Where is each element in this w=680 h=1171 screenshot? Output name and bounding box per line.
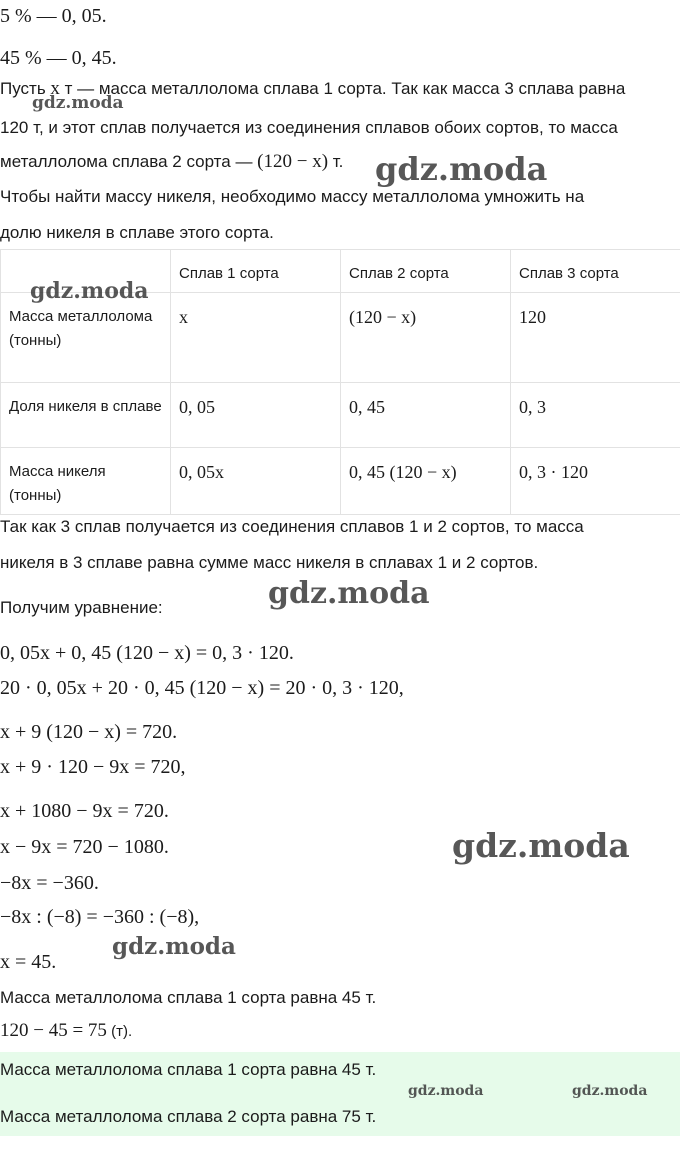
percent-line-2: 45 % — 0, 45. bbox=[0, 47, 117, 69]
para1-line1: Пусть x т — масса металлолома сплава 1 сорта. Так как масса 3 сплава равна bbox=[0, 78, 626, 99]
row-label: Масса металлолома (тонны) bbox=[1, 293, 171, 383]
watermark: gdz.moda bbox=[32, 93, 124, 113]
equation-line: x − 9x = 720 − 1080. bbox=[0, 836, 169, 858]
table-cell: x bbox=[171, 293, 341, 383]
row-label: Доля никеля в сплаве bbox=[1, 383, 171, 448]
para1-line3: металлолома сплава 2 сорта — (120 − x) т. bbox=[0, 151, 344, 172]
equation-line: 20 · 0, 05x + 20 · 0, 45 (120 − x) = 20 · 0, 3 · 120, bbox=[0, 677, 404, 699]
table-cell: 0, 05 bbox=[171, 383, 341, 448]
equation-line: −8x : (−8) = −360 : (−8), bbox=[0, 906, 200, 928]
table-row bbox=[1, 293, 680, 383]
table-cell: (120 − x) bbox=[341, 293, 511, 383]
watermark: gdz.moda bbox=[375, 150, 548, 188]
watermark: gdz.moda bbox=[268, 576, 430, 611]
table-row bbox=[1, 448, 680, 515]
equation-line: x + 9 · 120 − 9x = 720, bbox=[0, 756, 186, 778]
answer-line2: Масса металлолома сплава 2 сорта равна 75 т. bbox=[0, 1107, 377, 1126]
table-row bbox=[1, 383, 680, 448]
table-header-cell: Сплав 3 сорта bbox=[511, 250, 680, 293]
table-cell: 120 bbox=[511, 293, 680, 383]
percent-line-1: 5 % — 0, 05. bbox=[0, 5, 107, 27]
conclusion-line2: 120 − 45 = 75 (т). bbox=[0, 1020, 133, 1041]
row-label: Масса никеля (тонны) bbox=[1, 448, 171, 515]
table-cell: 0, 3 · 120 bbox=[511, 448, 680, 515]
equation-line: x = 45. bbox=[0, 951, 57, 973]
equation-line: x + 1080 − 9x = 720. bbox=[0, 800, 169, 822]
para2-line2: никеля в 3 сплаве равна сумме масс никеля в сплавах 1 и 2 сортов. bbox=[0, 553, 539, 572]
table-cell: 0, 45 bbox=[341, 383, 511, 448]
para1-line4: Чтобы найти массу никеля, необходимо массу металлолома умножить на bbox=[0, 187, 585, 206]
table-cell: 0, 45 (120 − x) bbox=[341, 448, 511, 515]
table-cell: 0, 05x bbox=[171, 448, 341, 515]
answer-line1: Масса металлолома сплава 1 сорта равна 45 т. bbox=[0, 1060, 377, 1079]
para1-line5: долю никеля в сплаве этого сорта. bbox=[0, 223, 274, 242]
conclusion-line1: Масса металлолома сплава 1 сорта равна 45 т. bbox=[0, 988, 377, 1007]
watermark: gdz.moda bbox=[112, 933, 236, 960]
watermark: gdz.moda bbox=[572, 1083, 648, 1099]
para2-line1: Так как 3 сплав получается из соединения сплавов 1 и 2 сортов, то масса bbox=[0, 517, 584, 536]
para1-line2: 120 т, и этот сплав получается из соединения сплавов обоих сортов, то масса bbox=[0, 118, 618, 137]
watermark: gdz.moda bbox=[452, 826, 630, 865]
table-cell: 0, 3 bbox=[511, 383, 680, 448]
equation-line: x + 9 (120 − x) = 720. bbox=[0, 721, 178, 743]
watermark: gdz.moda bbox=[408, 1083, 484, 1099]
equation-line: 0, 05x + 0, 45 (120 − x) = 0, 3 · 120. bbox=[0, 642, 294, 664]
table-header-cell: Сплав 2 сорта bbox=[341, 250, 511, 293]
equation-line: −8x = −360. bbox=[0, 872, 99, 894]
watermark: gdz.moda bbox=[30, 278, 149, 304]
table-header-cell: Сплав 1 сорта bbox=[171, 250, 341, 293]
para2-line3: Получим уравнение: bbox=[0, 598, 163, 617]
